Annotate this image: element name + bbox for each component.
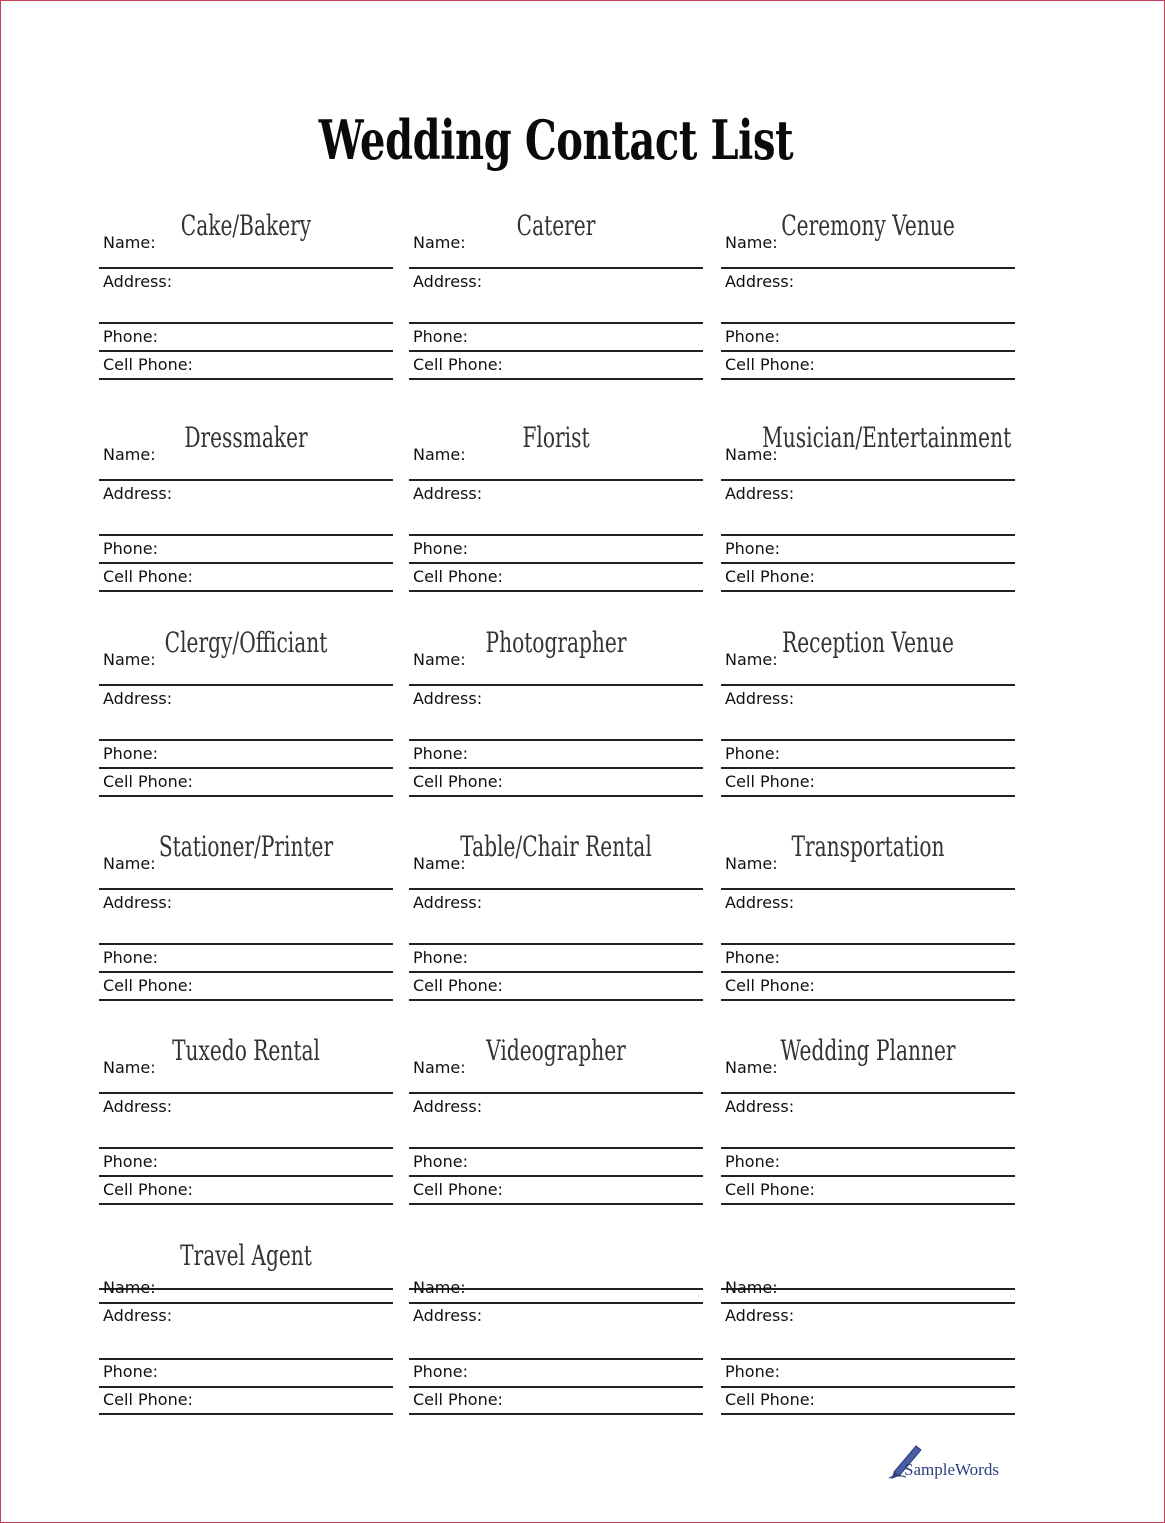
cell-phone-label: Cell Phone:: [725, 772, 815, 791]
contact-block-transportation: [721, 827, 1015, 1017]
phone-label: Phone:: [413, 1362, 468, 1381]
cell-phone-line[interactable]: [409, 999, 703, 1001]
name-line[interactable]: [721, 684, 1015, 686]
phone-label: Phone:: [725, 1362, 780, 1381]
address-label: Address:: [413, 1306, 483, 1325]
address-line[interactable]: [409, 943, 703, 945]
address-line[interactable]: [721, 1147, 1015, 1149]
name-label: Name:: [103, 1058, 156, 1077]
name-line[interactable]: [99, 684, 393, 686]
contact-block-blank-1: [409, 1236, 703, 1426]
phone-label: Phone:: [103, 1362, 158, 1381]
name-label: Name:: [413, 1058, 466, 1077]
phone-line[interactable]: [409, 971, 703, 973]
cell-phone-label: Cell Phone:: [103, 567, 193, 586]
name-line[interactable]: [99, 479, 393, 481]
name-line[interactable]: [99, 888, 393, 890]
cell-phone-label: Cell Phone:: [725, 567, 815, 586]
cell-phone-line[interactable]: [721, 590, 1015, 592]
page-title: Wedding Contact List: [318, 108, 794, 172]
name-label: Name:: [725, 445, 778, 464]
phone-line[interactable]: [99, 1175, 393, 1177]
section-title: Transportation: [791, 830, 945, 863]
address-line[interactable]: [99, 1358, 393, 1360]
address-line[interactable]: [99, 322, 393, 324]
cell-phone-label: Cell Phone:: [413, 1180, 503, 1199]
section-title: Florist: [522, 421, 590, 454]
address-line[interactable]: [721, 943, 1015, 945]
logo-text: SampleWords: [904, 1460, 999, 1479]
phone-label: Phone:: [725, 744, 780, 763]
section-title: Videographer: [486, 1034, 626, 1067]
section-title: Wedding Planner: [780, 1034, 956, 1067]
address-line[interactable]: [409, 1147, 703, 1149]
cell-phone-label: Cell Phone:: [103, 1180, 193, 1199]
address-label: Address:: [103, 689, 173, 708]
address-label: Address:: [413, 1097, 483, 1116]
phone-line[interactable]: [409, 1175, 703, 1177]
name-label: Name:: [725, 233, 778, 252]
name-line[interactable]: [409, 1092, 703, 1094]
contact-block-ceremony-venue: [721, 206, 1015, 396]
phone-line[interactable]: [409, 350, 703, 352]
phone-label: Phone:: [103, 948, 158, 967]
contact-block-blank-2: [721, 1236, 1015, 1426]
cell-phone-line[interactable]: [409, 1413, 703, 1415]
address-line[interactable]: [721, 1358, 1015, 1360]
address-label: Address:: [413, 484, 483, 503]
name-label: Name:: [103, 854, 156, 873]
section-title: Table/Chair Rental: [460, 830, 652, 863]
phone-line[interactable]: [409, 767, 703, 769]
contact-block-florist: [409, 418, 703, 608]
name-label: Name:: [413, 445, 466, 464]
name-label: Name:: [725, 650, 778, 669]
contact-block-tuxedo-rental: [99, 1031, 393, 1221]
name-line[interactable]: [409, 684, 703, 686]
address-line[interactable]: [99, 534, 393, 536]
address-line[interactable]: [409, 739, 703, 741]
phone-label: Phone:: [725, 327, 780, 346]
cell-phone-line[interactable]: [99, 1203, 393, 1205]
phone-label: Phone:: [103, 744, 158, 763]
address-line[interactable]: [409, 534, 703, 536]
section-title: Dressmaker: [184, 421, 308, 454]
name-label: Name:: [103, 1278, 156, 1297]
phone-line[interactable]: [721, 767, 1015, 769]
cell-phone-line[interactable]: [721, 1413, 1015, 1415]
name-line[interactable]: [721, 1302, 1015, 1304]
phone-label: Phone:: [725, 948, 780, 967]
cell-phone-label: Cell Phone:: [103, 976, 193, 995]
phone-line[interactable]: [99, 1386, 393, 1388]
contact-block-travel-agent: [99, 1236, 393, 1426]
address-label: Address:: [413, 272, 483, 291]
contact-block-table-chair-rental: [409, 827, 703, 1017]
name-label: Name:: [103, 445, 156, 464]
phone-line[interactable]: [99, 562, 393, 564]
address-label: Address:: [413, 893, 483, 912]
samplewords-logo: [886, 1440, 1016, 1480]
contact-block-musician-entertainment: [721, 418, 1015, 608]
cell-phone-line[interactable]: [721, 795, 1015, 797]
phone-label: Phone:: [103, 327, 158, 346]
contact-block-cake-bakery: [99, 206, 393, 396]
cell-phone-label: Cell Phone:: [413, 976, 503, 995]
cell-phone-line[interactable]: [409, 590, 703, 592]
address-label: Address:: [725, 893, 795, 912]
name-line[interactable]: [721, 1092, 1015, 1094]
phone-line[interactable]: [721, 350, 1015, 352]
section-title: Clergy/Officiant: [164, 626, 328, 659]
phone-line[interactable]: [721, 1386, 1015, 1388]
section-title: [450, 1236, 662, 1276]
contact-block-caterer: [409, 206, 703, 396]
name-label: Name:: [413, 233, 466, 252]
cell-phone-label: Cell Phone:: [725, 1390, 815, 1409]
phone-label: Phone:: [103, 539, 158, 558]
section-title: Musician/Entertainment: [762, 421, 1012, 454]
name-line[interactable]: [409, 267, 703, 269]
section-title: Reception Venue: [782, 626, 954, 659]
name-label: Name:: [725, 1058, 778, 1077]
phone-label: Phone:: [725, 1152, 780, 1171]
cell-phone-line[interactable]: [99, 795, 393, 797]
cell-phone-label: Cell Phone:: [413, 355, 503, 374]
address-label: Address:: [725, 484, 795, 503]
address-label: Address:: [103, 1306, 173, 1325]
cell-phone-line[interactable]: [721, 1203, 1015, 1205]
phone-line[interactable]: [721, 971, 1015, 973]
phone-label: Phone:: [413, 539, 468, 558]
section-title: [762, 1236, 974, 1276]
cell-phone-line[interactable]: [99, 1413, 393, 1415]
phone-line[interactable]: [721, 562, 1015, 564]
contact-block-dressmaker: [99, 418, 393, 608]
address-line[interactable]: [721, 322, 1015, 324]
name-line[interactable]: [721, 479, 1015, 481]
contact-block-stationer-printer: [99, 827, 393, 1017]
cell-phone-label: Cell Phone:: [413, 567, 503, 586]
section-title: Tuxedo Rental: [172, 1034, 320, 1067]
address-label: Address:: [103, 1097, 173, 1116]
name-label: Name:: [413, 854, 466, 873]
cell-phone-label: Cell Phone:: [725, 1180, 815, 1199]
cell-phone-line[interactable]: [721, 999, 1015, 1001]
section-title: Photographer: [485, 626, 627, 659]
contact-block-wedding-planner: [721, 1031, 1015, 1221]
address-line[interactable]: [99, 943, 393, 945]
address-line[interactable]: [721, 534, 1015, 536]
name-line[interactable]: [409, 888, 703, 890]
cell-phone-label: Cell Phone:: [413, 772, 503, 791]
cell-phone-label: Cell Phone:: [725, 976, 815, 995]
name-line[interactable]: [99, 267, 393, 269]
address-line[interactable]: [409, 1358, 703, 1360]
phone-line[interactable]: [99, 971, 393, 973]
cell-phone-label: Cell Phone:: [103, 355, 193, 374]
address-label: Address:: [725, 272, 795, 291]
name-line[interactable]: [99, 1092, 393, 1094]
name-line[interactable]: [409, 479, 703, 481]
name-line[interactable]: [721, 888, 1015, 890]
contact-block-videographer: [409, 1031, 703, 1221]
name-label: Name:: [413, 1278, 466, 1297]
address-label: Address:: [413, 689, 483, 708]
address-line[interactable]: [409, 322, 703, 324]
address-line[interactable]: [99, 739, 393, 741]
cell-phone-line[interactable]: [99, 999, 393, 1001]
cell-phone-line[interactable]: [409, 378, 703, 380]
name-line[interactable]: [721, 267, 1015, 269]
address-label: Address:: [725, 1306, 795, 1325]
address-label: Address:: [725, 689, 795, 708]
cell-phone-label: Cell Phone:: [725, 355, 815, 374]
phone-label: Phone:: [725, 539, 780, 558]
name-label: Name:: [725, 854, 778, 873]
phone-line[interactable]: [409, 562, 703, 564]
cell-phone-line[interactable]: [99, 378, 393, 380]
section-title: Caterer: [516, 209, 596, 242]
section-title: Travel Agent: [180, 1239, 312, 1272]
cell-phone-label: Cell Phone:: [103, 772, 193, 791]
section-title: Stationer/Printer: [158, 830, 334, 863]
contact-block-clergy-officiant: [99, 623, 393, 813]
phone-label: Phone:: [413, 1152, 468, 1171]
phone-label: Phone:: [103, 1152, 158, 1171]
section-title: Cake/Bakery: [180, 209, 312, 242]
address-line[interactable]: [721, 739, 1015, 741]
cell-phone-label: Cell Phone:: [103, 1390, 193, 1409]
name-line[interactable]: [409, 1302, 703, 1304]
name-line[interactable]: [99, 1302, 393, 1304]
address-line[interactable]: [99, 1147, 393, 1149]
phone-label: Phone:: [413, 327, 468, 346]
cell-phone-label: Cell Phone:: [413, 1390, 503, 1409]
phone-label: Phone:: [413, 744, 468, 763]
phone-line[interactable]: [99, 350, 393, 352]
phone-line[interactable]: [409, 1386, 703, 1388]
address-label: Address:: [725, 1097, 795, 1116]
name-label: Name:: [725, 1278, 778, 1297]
cell-phone-line[interactable]: [409, 1203, 703, 1205]
name-label: Name:: [103, 233, 156, 252]
name-label: Name:: [413, 650, 466, 669]
address-label: Address:: [103, 484, 173, 503]
cell-phone-line[interactable]: [721, 378, 1015, 380]
cell-phone-line[interactable]: [409, 795, 703, 797]
address-label: Address:: [103, 893, 173, 912]
contact-block-reception-venue: [721, 623, 1015, 813]
contact-block-photographer: [409, 623, 703, 813]
phone-line[interactable]: [99, 767, 393, 769]
section-title: Ceremony Venue: [781, 209, 955, 242]
name-label: Name:: [103, 650, 156, 669]
phone-line[interactable]: [721, 1175, 1015, 1177]
cell-phone-line[interactable]: [99, 590, 393, 592]
phone-label: Phone:: [413, 948, 468, 967]
address-label: Address:: [103, 272, 173, 291]
